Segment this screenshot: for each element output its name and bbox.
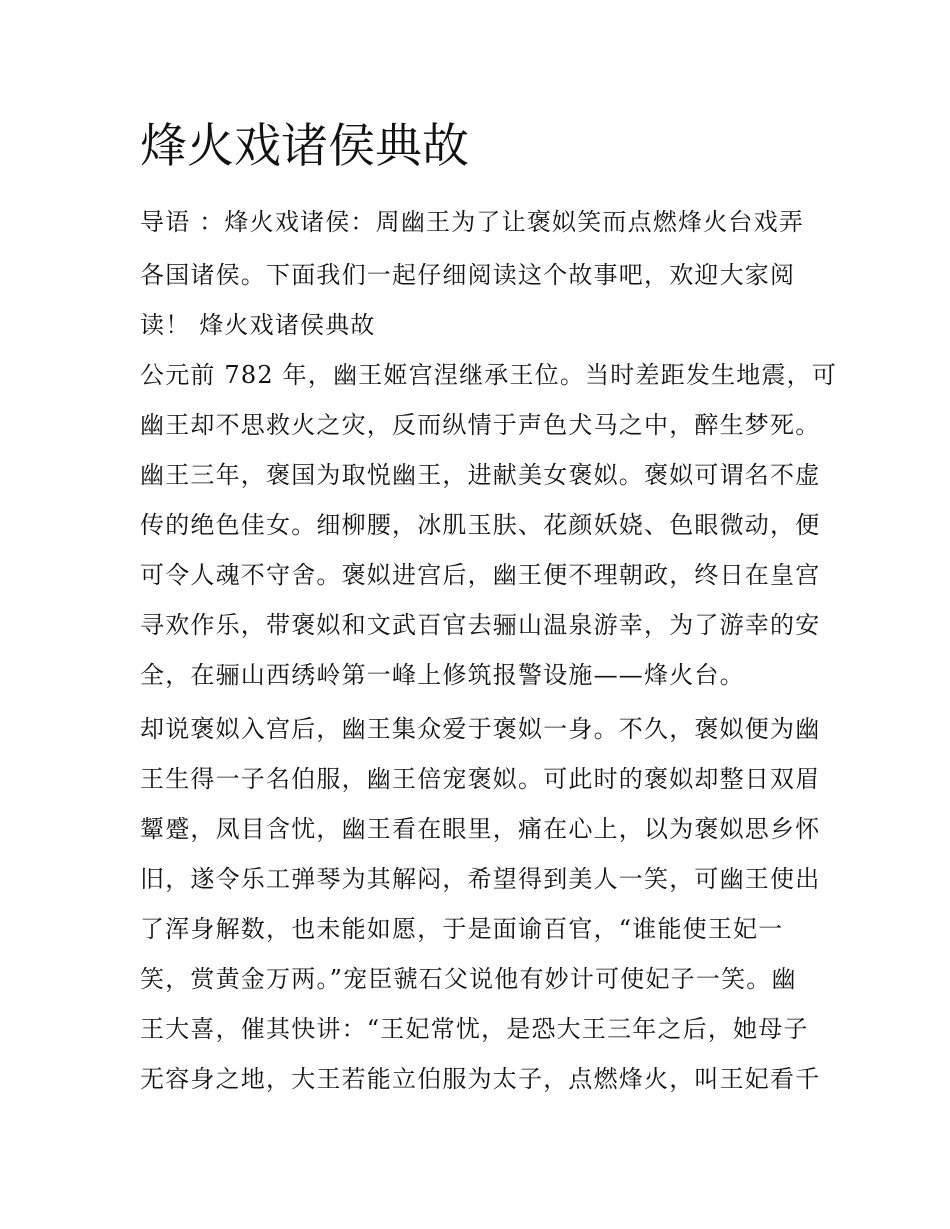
- text-line: 王生得一子名伯服，幽王倍宠褒姒。可此时的褒姒却整日双眉: [140, 765, 821, 793]
- text-line: 旧，遂令乐工弹琴为其解闷，希望得到美人一笑，可幽王使出: [140, 865, 821, 893]
- text-line: 了浑身解数，也未能如愿，于是面谕百官，“谁能使王妃一: [140, 915, 784, 943]
- text-line: 却说褒姒入宫后，幽王集众爱于褒姒一身。不久，褒姒便为幽: [140, 715, 821, 743]
- text-line: 寻欢作乐，带褒姒和文武百官去骊山温泉游幸，为了游幸的安: [140, 611, 821, 639]
- text-line: 各国诸侯。下面我们一起仔细阅读这个故事吧，欢迎大家阅: [140, 261, 796, 289]
- text-line: 幽王却不思救火之灾，反而纵情于声色犬马之中，醉生梦死。: [140, 411, 821, 439]
- text-line: 全，在骊山西绣岭第一峰上修筑报警设施——烽火台。: [140, 661, 745, 689]
- text-line: 笑，赏黄金万两。”宠臣虢石父说他有妙计可使妃子一笑。幽: [140, 965, 797, 993]
- text-line: 无容身之地，大王若能立伯服为太子，点燃烽火，叫王妃看千: [140, 1065, 821, 1093]
- text-line: 颦蹙，凤目含忧，幽王看在眼里，痛在心上，以为褒姒思乡怀: [140, 815, 821, 843]
- text-line: 公元前 782 年，幽王姬宫涅继承王位。当时差距发生地震，可: [140, 361, 838, 389]
- text-line: 可令人魂不守舍。褒姒进宫后，幽王便不理朝政，终日在皇宫: [140, 561, 821, 589]
- text-line: 王大喜，催其快讲：“王妃常忧，是恐大王三年之后，她母子: [140, 1015, 809, 1043]
- text-line: 导语 ：烽火戏诸侯：周幽王为了让褒姒笑而点燃烽火台戏弄: [140, 208, 805, 236]
- text-line: 读！ 烽火戏诸侯典故: [140, 311, 376, 339]
- text-line: 传的绝色佳女。细柳腰，冰肌玉肤、花颜妖娆、色眼微动，便: [140, 511, 821, 539]
- document-title: 烽火戏诸侯典故: [140, 119, 469, 174]
- text-line: 幽王三年，褒国为取悦幽王，进献美女褒姒。褒姒可谓名不虚: [140, 461, 821, 489]
